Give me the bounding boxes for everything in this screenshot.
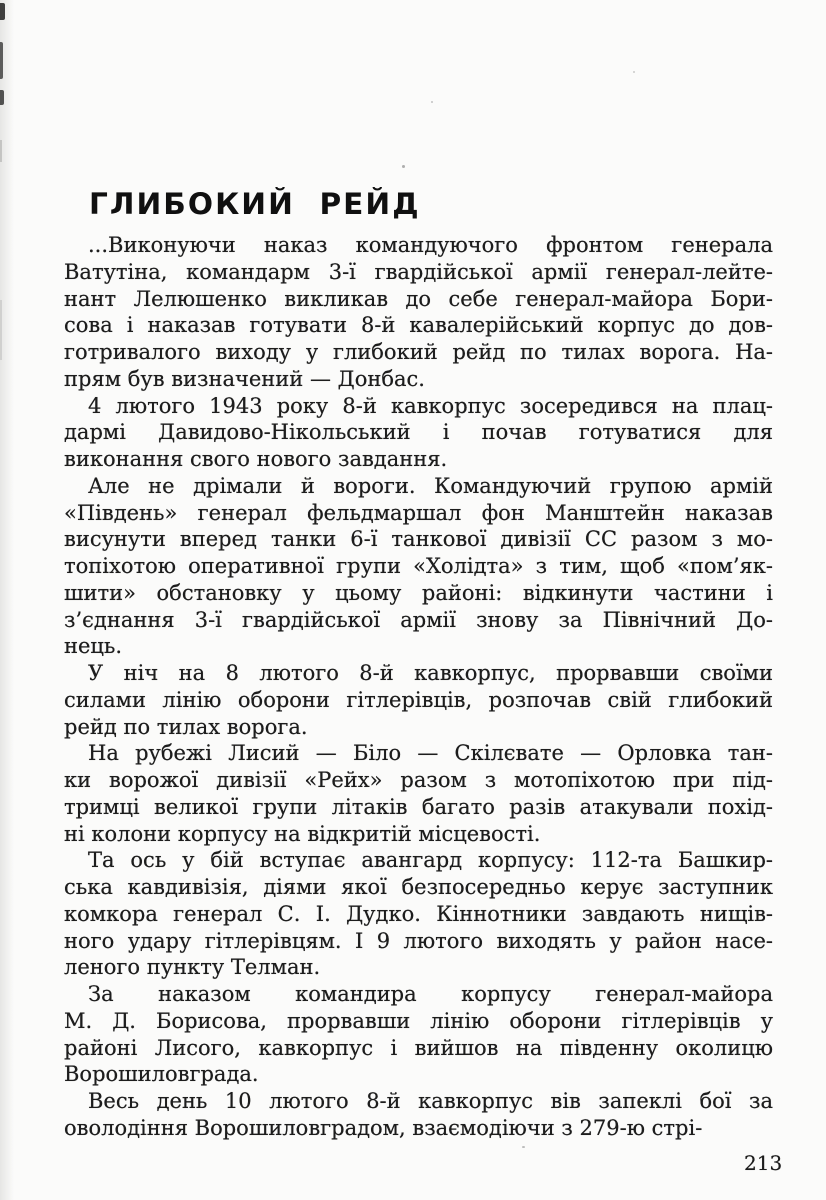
scan-artifact xyxy=(0,42,3,79)
paragraph xyxy=(64,1088,773,1142)
scan-speck xyxy=(522,1146,525,1148)
paragraph xyxy=(64,660,773,740)
paragraph xyxy=(64,393,773,473)
text-line: ні колони корпусу на відкритій місцевості. xyxy=(64,821,541,846)
chapter-title: ГЛИБОКИЙ РЕЙД xyxy=(89,187,421,222)
text-line: Ватутіна, командарм 3-ї гвардійської армії генерал-лейте- xyxy=(64,259,773,284)
body-text xyxy=(64,232,773,1142)
text-line: шити» обстановку у цьому районі: відкинути частини і xyxy=(64,580,773,605)
paragraph xyxy=(64,981,773,1088)
scan-artifact xyxy=(0,140,2,162)
text-line: тримці великої групи літаків багато разів атакували похід- xyxy=(64,794,773,819)
text-line: готривалого виходу у глибокий рейд по тилах ворога. На- xyxy=(64,340,773,364)
text-line: М. Д. Борисова, прорвавши лінію оборони гітлерівців у xyxy=(64,1008,773,1033)
paragraph xyxy=(64,847,773,981)
text-line: ки ворожої дивізії «Рейх» разом з мотопіхотою при під- xyxy=(64,768,773,792)
text-line: Та ось у бій вступає авангард корпусу: 112-та Башкир- xyxy=(88,848,773,873)
scan-edge-shade xyxy=(0,0,14,1200)
text-line: ...Виконуючи наказ командуючого фронтом генерала xyxy=(88,233,773,257)
text-line: ного удару гітлерівцям. І 9 лютого виходять у район насе- xyxy=(64,928,773,953)
text-line: На рубежі Лисий — Біло — Скілєвате — Орловка тан- xyxy=(88,741,773,766)
text-line: рейд по тилах ворога. xyxy=(64,714,308,739)
text-line: 4 лютого 1943 року 8-й кавкорпус зосередився на плац- xyxy=(88,393,773,418)
page-number: 213 xyxy=(744,1151,783,1175)
text-line: висунути вперед танки 6-ї танкової дивізії СС разом з мо- xyxy=(64,527,773,552)
paragraph xyxy=(64,473,773,660)
scan-artifact xyxy=(0,3,5,20)
text-line: комкора генерал С. І. Дудко. Кіннотники завдають нищів- xyxy=(64,901,773,926)
text-line: За наказом командира корпусу генерал-майора xyxy=(88,982,773,1006)
scan-artifact xyxy=(0,90,4,105)
scan-speck xyxy=(633,71,635,73)
text-line: Ворошиловграда. xyxy=(64,1062,259,1087)
text-line: прям був визначений — Донбас. xyxy=(64,366,425,391)
scan-artifact xyxy=(0,300,2,360)
text-line: Весь день 10 лютого 8-й кавкорпус вів запеклі бої за xyxy=(88,1089,773,1113)
text-line: силами лінію оборони гітлерівців, розпочав свій глибокий xyxy=(64,687,773,712)
text-line: У ніч на 8 лютого 8-й кавкорпус, прорвавши своїми xyxy=(88,661,773,685)
paragraph xyxy=(64,232,773,393)
scan-speck xyxy=(431,101,433,103)
text-line: нант Лелюшенко викликав до себе генерал-майора Бори- xyxy=(64,286,773,311)
text-line: оволодіння Ворошиловградом, взаємодіючи з 279-ю стрі- xyxy=(64,1115,703,1140)
text-line: виконання свого нового завдання. xyxy=(64,447,448,471)
text-line: сова і наказав готувати 8-й кавалерійський корпус до дов- xyxy=(64,313,773,338)
text-line: Але не дрімали й вороги. Командуючий групою армій xyxy=(88,473,773,498)
text-line: з’єднання 3-ї гвардійської армії знову за Північний До- xyxy=(64,607,773,632)
text-line: районі Лисого, кавкорпус і вийшов на південну околицю xyxy=(64,1035,773,1060)
text-line: дармі Давидово-Нікольський і почав готуватися для xyxy=(64,420,773,445)
scan-speck xyxy=(402,165,405,168)
text-line: топіхотою оперативної групи «Холідта» з тим, щоб «пом’як- xyxy=(64,554,773,578)
paragraph xyxy=(64,740,773,847)
text-line: ська кавдивізія, діями якої безпосередньо керує заступник xyxy=(64,875,773,899)
text-line: леного пункту Телман. xyxy=(64,955,321,980)
text-line: «Південь» генерал фельдмаршал фон Манштейн наказав xyxy=(64,500,773,525)
text-line: нець. xyxy=(64,634,123,659)
